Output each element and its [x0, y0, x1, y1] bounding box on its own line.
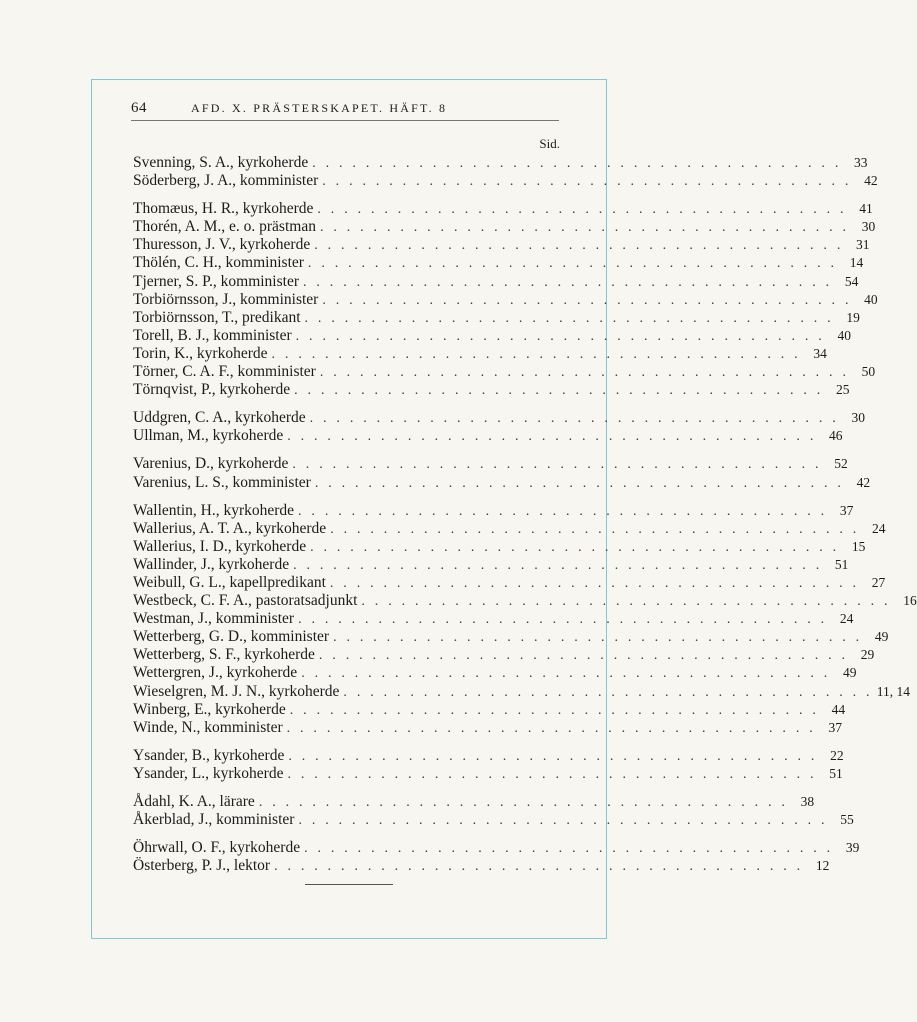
index-entry — [133, 718, 842, 737]
entry-page: 44 — [831, 701, 846, 717]
index-entry — [133, 610, 854, 628]
entry-page: 27 — [871, 574, 886, 590]
entry-name: Thölén, C. H., komminister — [133, 254, 304, 272]
entry-name: Åkerblad, J., komminister — [133, 811, 295, 829]
entry-name: Westbeck, C. F. A., pastoratsadjunkt — [133, 592, 358, 610]
end-rule — [305, 884, 393, 885]
entry-page: 16 — [903, 593, 917, 609]
entry-page: 49 — [874, 629, 889, 645]
entry-name: Wallinder, J., kyrkoherde — [133, 555, 290, 573]
index-group — [133, 409, 865, 445]
index-group — [133, 200, 878, 399]
index-group — [133, 501, 917, 737]
dot-leader: . . . . . . . . . . . . . . . . . . . . . . . . . . . . . . . . . . . . . . . . — [319, 220, 850, 236]
entry-page: 51 — [834, 556, 849, 572]
entry-name: Thorén, A. M., e. o. prästman — [133, 218, 316, 236]
entry-name: Winberg, E., kyrkoherde — [133, 700, 286, 718]
entry-name: Thuresson, J. V., kyrkoherde — [133, 236, 311, 254]
dot-leader: . . . . . . . . . . . . . . . . . . . . . . . . . . . . . . . . . . . . . . . . — [361, 594, 891, 610]
entry-page: 41 — [859, 201, 873, 217]
entry-page: 40 — [837, 327, 851, 343]
entry-name: Öhrwall, O. F., kyrkoherde — [133, 839, 301, 857]
entry-page: 25 — [835, 382, 850, 398]
index-entry — [133, 344, 827, 363]
index-entry — [133, 172, 878, 190]
entry-page: 31 — [856, 237, 870, 253]
entry-page: 24 — [872, 520, 886, 536]
entry-name: Törnqvist, P., kyrkoherde — [133, 381, 291, 399]
dot-leader: . . . . . . . . . . . . . . . . . . . . . . . . . . . . . . . . . . . . . . . . — [258, 795, 789, 810]
dot-leader: . . . . . . . . . . . . . . . . . . . . . . . . . . . . . . . . . . . . . . . . — [304, 310, 834, 326]
entry-name: Ysander, L., kyrkoherde — [133, 764, 284, 782]
dot-leader: . . . . . . . . . . . . . . . . . . . . . . . . . . . . . . . . . . . . . . . . — [310, 539, 840, 555]
entry-page: 42 — [864, 173, 878, 189]
entry-page: 19 — [846, 309, 860, 325]
entry-page: 11, 14 — [876, 683, 910, 699]
index-entry — [133, 555, 849, 574]
index-entry — [133, 746, 844, 765]
running-title: AFD. X. PRÄSTERSKAPET. HÄFT. 8 — [191, 101, 448, 115]
index-entry — [133, 409, 865, 427]
index-entry — [133, 363, 876, 381]
index-entry — [133, 682, 910, 701]
index-entry — [133, 537, 866, 556]
dot-leader: . . . . . . . . . . . . . . . . . . . . . . . . . . . . . . . . . . . . . . . . — [317, 202, 847, 218]
entry-page: 15 — [851, 538, 866, 554]
index-entry — [133, 628, 889, 646]
entry-name: Törner, C. A. F., komminister — [133, 363, 316, 381]
entry-name: Ysander, B., kyrkoherde — [133, 746, 285, 764]
entry-name: Torin, K., kyrkoherde — [133, 344, 268, 362]
dot-leader: . . . . . . . . . . . . . . . . . . . . . . . . . . . . . . . . . . . . . . . . — [287, 766, 817, 782]
dot-leader: . . . . . . . . . . . . . . . . . . . . . . . . . . . . . . . . . . . . . . . . — [329, 575, 860, 591]
index-group — [133, 746, 844, 783]
index-entry — [133, 473, 871, 492]
entry-page: 55 — [840, 812, 854, 828]
dot-leader: . . . . . . . . . . . . . . . . . . . . . . . . . . . . . . . . . . . . . . . . — [314, 475, 845, 491]
dot-leader: . . . . . . . . . . . . . . . . . . . . . . . . . . . . . . . . . . . . . . . . — [322, 292, 852, 308]
running-head — [131, 100, 559, 120]
dot-leader: . . . . . . . . . . . . . . . . . . . . . . . . . . . . . . . . . . . . . . . . — [312, 156, 842, 171]
index-group — [133, 154, 878, 190]
entry-page: 29 — [860, 647, 875, 663]
entry-page: 40 — [864, 291, 878, 307]
entry-page: 30 — [851, 410, 865, 426]
dot-leader: . . . . . . . . . . . . . . . . . . . . . . . . . . . . . . . . . . . . . . . . — [343, 684, 873, 700]
entry-page: 22 — [830, 747, 844, 763]
entry-page: 51 — [829, 765, 843, 781]
index-entry — [133, 793, 815, 811]
index-group — [133, 793, 854, 829]
entry-name: Uddgren, C. A., kyrkoherde — [133, 409, 306, 427]
entry-name: Wettergren, J., kyrkoherde — [133, 664, 298, 682]
entry-page: 12 — [815, 858, 830, 874]
entry-page: 42 — [856, 474, 871, 490]
index-entry — [133, 857, 830, 875]
entry-page: 37 — [828, 719, 842, 735]
entry-page: 24 — [839, 611, 854, 627]
entry-name: Westman, J., komminister — [133, 610, 295, 628]
dot-leader: . . . . . . . . . . . . . . . . . . . . . . . . . . . . . . . . . . . . . . . . — [322, 174, 852, 190]
entry-name: Svenning, S. A., kyrkoherde — [133, 154, 309, 171]
entry-name: Tjerner, S. P., komminister — [133, 272, 299, 290]
entry-page: 38 — [800, 794, 815, 809]
entry-page: 33 — [854, 155, 868, 170]
dot-leader: . . . . . . . . . . . . . . . . . . . . . . . . . . . . . . . . . . . . . . . . — [301, 666, 831, 682]
dot-leader: . . . . . . . . . . . . . . . . . . . . . . . . . . . . . . . . . . . . . . . . — [309, 411, 839, 427]
index-entry — [133, 573, 886, 592]
index-entry — [133, 272, 859, 291]
dot-leader: . . . . . . . . . . . . . . . . . . . . . . . . . . . . . . . . . . . . . . . . — [318, 648, 849, 664]
entry-page: 52 — [834, 456, 848, 472]
dot-leader: . . . . . . . . . . . . . . . . . . . . . . . . . . . . . . . . . . . . . . . . — [292, 457, 822, 473]
dot-leader: . . . . . . . . . . . . . . . . . . . . . . . . . . . . . . . . . . . . . . . . — [295, 328, 825, 344]
index-entry — [133, 592, 917, 610]
entry-name: Ådahl, K. A., lärare — [133, 793, 255, 810]
entry-page: 14 — [849, 255, 864, 271]
dot-leader: . . . . . . . . . . . . . . . . . . . . . . . . . . . . . . . . . . . . . . . . — [294, 383, 824, 399]
index-entry — [133, 501, 854, 520]
entry-name: Winde, N., komminister — [133, 718, 283, 736]
entry-name: Ullman, M., kyrkoherde — [133, 427, 284, 445]
dot-leader: . . . . . . . . . . . . . . . . . . . . . . . . . . . . . . . . . . . . . . . . — [289, 702, 820, 718]
entry-name: Torell, B. J., komminister — [133, 326, 292, 344]
entry-name: Österberg, P. J., lektor — [133, 857, 271, 875]
index-entry — [133, 236, 870, 254]
entry-page: 54 — [844, 273, 859, 289]
index-entry — [133, 646, 875, 664]
entry-name: Torbiörnsson, J., komminister — [133, 290, 319, 308]
entry-page: 39 — [845, 840, 860, 856]
entry-name: Wallerius, A. T. A., kyrkoherde — [133, 519, 327, 537]
dot-leader: . . . . . . . . . . . . . . . . . . . . . . . . . . . . . . . . . . . . . . . . — [314, 238, 844, 254]
entry-page: 46 — [829, 428, 843, 444]
index-entry — [133, 200, 873, 218]
dot-leader: . . . . . . . . . . . . . . . . . . . . . . . . . . . . . . . . . . . . . . . . — [330, 521, 860, 537]
entry-name: Söderberg, J. A., komminister — [133, 172, 319, 190]
dot-leader: . . . . . . . . . . . . . . . . . . . . . . . . . . . . . . . . . . . . . . . . — [287, 429, 817, 445]
index-entry — [133, 218, 876, 236]
dot-leader: . . . . . . . . . . . . . . . . . . . . . . . . . . . . . . . . . . . . . . . . — [298, 813, 828, 829]
entry-name: Varenius, D., kyrkoherde — [133, 455, 289, 473]
page-column-label: Sid. — [539, 136, 560, 151]
entry-name: Wallentin, H., kyrkoherde — [133, 501, 295, 519]
dot-leader: . . . . . . . . . . . . . . . . . . . . . . . . . . . . . . . . . . . . . . . . — [293, 557, 823, 573]
entry-name: Wetterberg, G. D., komminister — [133, 628, 330, 646]
index-entry — [133, 308, 860, 327]
index-entry — [133, 254, 864, 272]
entry-name: Wetterberg, S. F., kyrkoherde — [133, 646, 315, 664]
dot-leader: . . . . . . . . . . . . . . . . . . . . . . . . . . . . . . . . . . . . . . . . — [303, 274, 833, 290]
index-entry — [133, 455, 848, 473]
index-entries — [133, 154, 917, 885]
dot-leader: . . . . . . . . . . . . . . . . . . . . . . . . . . . . . . . . . . . . . . . . — [333, 630, 863, 646]
page-number: 64 — [131, 100, 147, 116]
index-entry — [133, 811, 854, 829]
entry-name: Wallerius, I. D., kyrkoherde — [133, 537, 307, 555]
index-group — [133, 839, 860, 875]
dot-leader: . . . . . . . . . . . . . . . . . . . . . . . . . . . . . . . . . . . . . . . . — [304, 841, 834, 857]
entry-page: 34 — [813, 345, 827, 361]
index-entry — [133, 381, 850, 399]
entry-page: 49 — [843, 665, 857, 681]
dot-leader: . . . . . . . . . . . . . . . . . . . . . . . . . . . . . . . . . . . . . . . . — [307, 256, 838, 272]
dot-leader: . . . . . . . . . . . . . . . . . . . . . . . . . . . . . . . . . . . . . . . . — [288, 748, 818, 764]
index-entry — [133, 154, 868, 172]
index-entry — [133, 290, 878, 309]
index-entry — [133, 519, 886, 538]
index-group — [133, 455, 871, 491]
entry-page: 30 — [861, 219, 876, 235]
index-entry — [133, 664, 857, 682]
entry-name: Thomæus, H. R., kyrkoherde — [133, 200, 314, 218]
dot-leader: . . . . . . . . . . . . . . . . . . . . . . . . . . . . . . . . . . . . . . . . — [274, 859, 804, 875]
dot-leader: . . . . . . . . . . . . . . . . . . . . . . . . . . . . . . . . . . . . . . . . — [298, 503, 828, 519]
dot-leader: . . . . . . . . . . . . . . . . . . . . . . . . . . . . . . . . . . . . . . . . — [319, 365, 850, 381]
dot-leader: . . . . . . . . . . . . . . . . . . . . . . . . . . . . . . . . . . . . . . . . — [271, 346, 801, 362]
index-entry — [133, 764, 843, 783]
entry-name: Weibull, G. L., kapellpredikant — [133, 573, 326, 591]
header-rule — [131, 120, 559, 121]
index-entry — [133, 427, 843, 445]
dot-leader: . . . . . . . . . . . . . . . . . . . . . . . . . . . . . . . . . . . . . . . . — [298, 612, 828, 628]
index-entry — [133, 326, 851, 345]
dot-leader: . . . . . . . . . . . . . . . . . . . . . . . . . . . . . . . . . . . . . . . . — [286, 720, 816, 736]
entry-name: Torbiörnsson, T., predikant — [133, 308, 301, 326]
index-entry — [133, 700, 846, 719]
entry-page: 50 — [861, 364, 876, 380]
entry-name: Varenius, L. S., komminister — [133, 473, 311, 491]
entry-name: Wieselgren, M. J. N., kyrkoherde — [133, 682, 340, 700]
index-entry — [133, 839, 860, 857]
entry-page: 37 — [839, 502, 854, 518]
